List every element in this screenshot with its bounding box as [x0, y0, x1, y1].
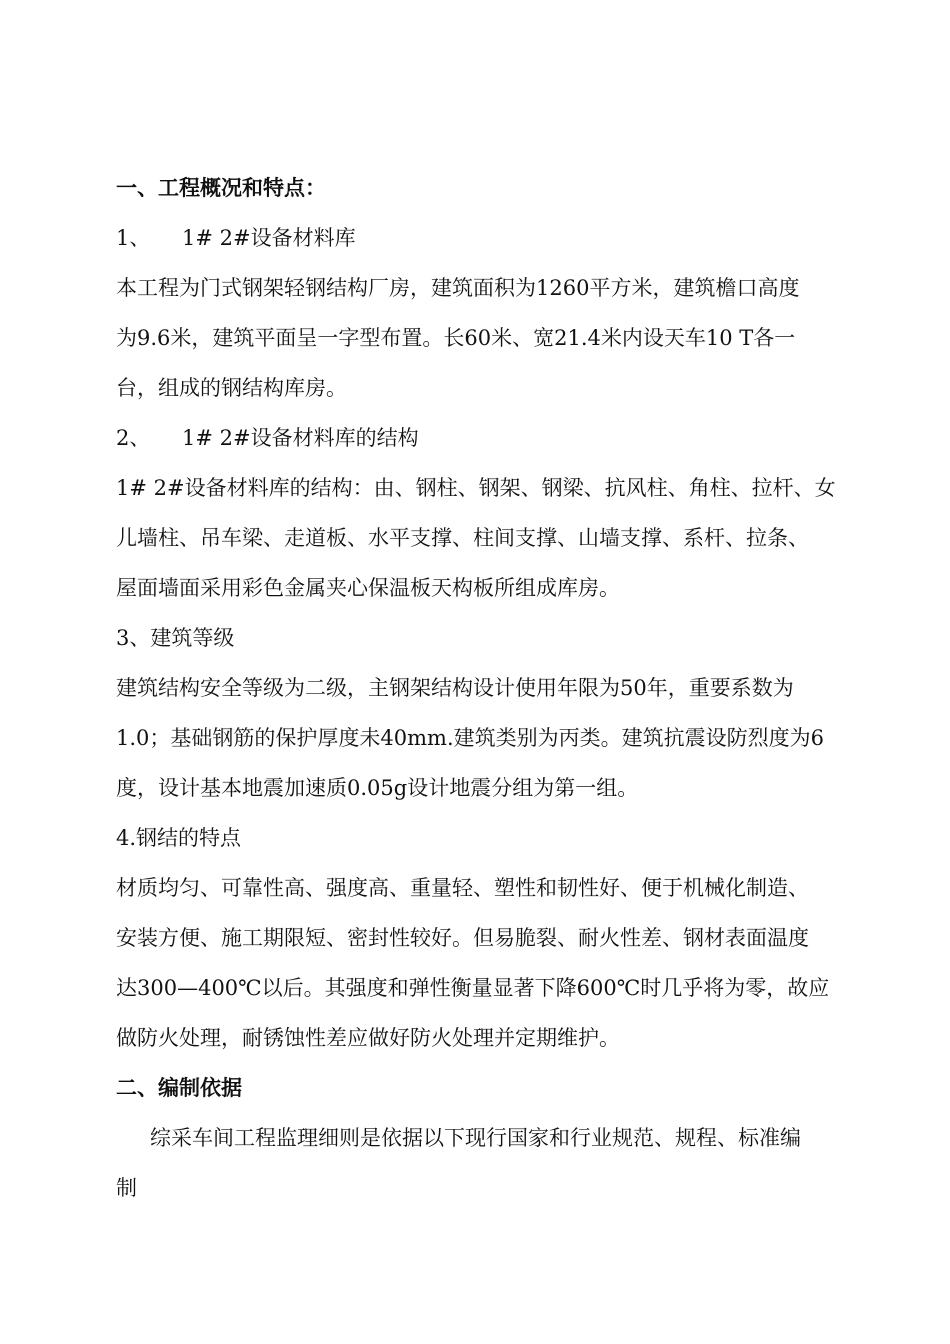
- paragraph-line: 本工程为门式钢架轻钢结构厂房，建筑面积为1260平方米，建筑檐口高度: [116, 276, 800, 300]
- paragraph-line: 屋面墙面采用彩色金属夹心保温板天构板所组成库房。: [116, 576, 620, 600]
- paragraph-line: 制: [116, 1176, 137, 1200]
- paragraph-line: 综采车间工程监理细则是依据以下现行国家和行业规范、规程、标准编: [150, 1126, 801, 1150]
- item-number-2: 2、: [116, 426, 151, 450]
- item-number-1: 1、: [116, 226, 151, 250]
- item-heading-2: [116, 418, 860, 468]
- paragraph-line: 安装方便、施工期限短、密封性较好。但易脆裂、耐火性差、钢材表面温度: [116, 926, 809, 950]
- paragraph-line: 建筑结构安全等级为二级，主钢架结构设计使用年限为50年，重要系数为: [116, 676, 794, 700]
- section-heading-overview: 一、工程概况和特点：: [116, 175, 326, 200]
- item-heading-4: 4.钢结的特点: [116, 826, 242, 850]
- section-heading-basis: 二、编制依据: [116, 1075, 242, 1100]
- item-heading-3: 3、建筑等级: [116, 626, 235, 650]
- paragraph-line: 达300—400℃以后。其强度和弹性衡量显著下降600℃时几乎将为零，故应: [116, 976, 830, 1000]
- item-title-1: 1# 2#设备材料库: [182, 226, 356, 250]
- item-title-2: 1# 2#设备材料库的结构: [182, 426, 419, 450]
- paragraph-line: 做防火处理，耐锈蚀性差应做好防火处理并定期维护。: [116, 1026, 620, 1050]
- paragraph-line: 1.0；基础钢筋的保护厚度未40mm.建筑类别为丙类。建筑抗震设防烈度为6: [116, 726, 824, 750]
- paragraph-line: 度，设计基本地震加速质0.05g设计地震分组为第一组。: [116, 776, 639, 800]
- document-body: [116, 168, 860, 1218]
- paragraph-line: 儿墙柱、吊车梁、走道板、水平支撑、柱间支撑、山墙支撑、系杆、拉条、: [116, 526, 809, 550]
- paragraph-line: 1# 2#设备材料库的结构：由、钢柱、钢架、钢梁、抗风柱、角柱、拉杆、女: [116, 476, 836, 500]
- paragraph-line: 材质均匀、可靠性高、强度高、重量轻、塑性和韧性好、便于机械化制造、: [116, 876, 809, 900]
- paragraph-line: 为9.6米，建筑平面呈一字型布置。长60米、宽21.4米内设天车10 T各一: [116, 326, 796, 350]
- paragraph-line: 台，组成的钢结构库房。: [116, 376, 347, 400]
- item-heading-1: [116, 218, 860, 268]
